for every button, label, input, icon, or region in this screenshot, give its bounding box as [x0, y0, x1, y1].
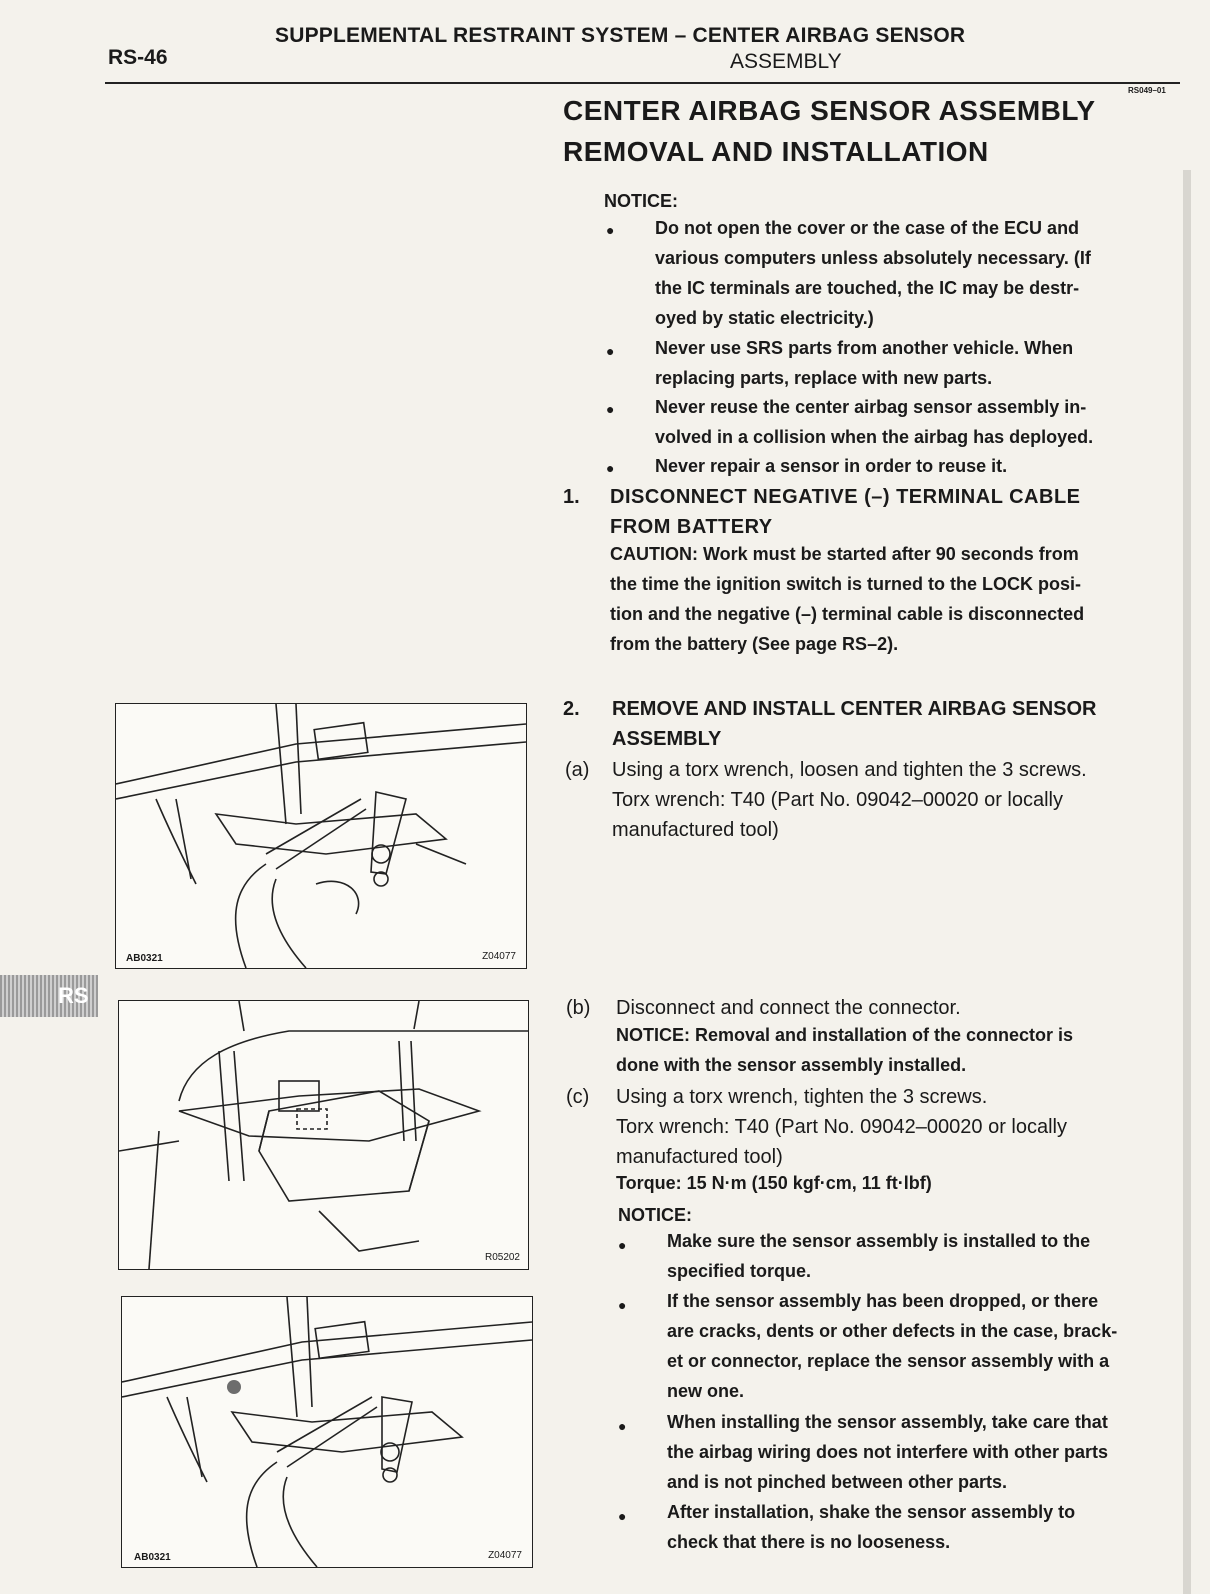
- figure-code-left: AB0321: [134, 1552, 171, 1563]
- step2c-notice-1: Make sure the sensor assembly is installed to the specified torque.: [667, 1231, 1091, 1281]
- bullet-icon: ●: [606, 343, 615, 359]
- figure-torx-wrench: [115, 703, 527, 969]
- bullet-icon: ●: [618, 1418, 627, 1434]
- bullet-icon: ●: [606, 222, 615, 238]
- page-code: RS-46: [108, 46, 168, 69]
- bullet-icon: ●: [618, 1508, 627, 1524]
- figure-code-right: R05202: [484, 1252, 520, 1263]
- grease-mark: [227, 1380, 241, 1394]
- figure-code-left: AB0321: [126, 953, 163, 964]
- torx-wrench-tighten-illustration: [122, 1297, 532, 1567]
- section-side-tab: RS: [0, 975, 98, 1017]
- page-edge-shadow: [1183, 170, 1191, 1594]
- step2a-label: (a): [565, 759, 590, 781]
- step1-number: 1.: [563, 486, 580, 508]
- header-rule: [105, 82, 1180, 84]
- step2b-text: Disconnect and connect the connector.: [616, 997, 961, 1019]
- figure-torx-wrench-tighten: [121, 1296, 533, 1568]
- figure-code-right: Z04077: [482, 951, 516, 962]
- notice-label: NOTICE:: [604, 191, 678, 211]
- step2c-notice-label: NOTICE:: [618, 1205, 692, 1225]
- figure-connector: [118, 1000, 529, 1270]
- bullet-icon: ●: [606, 460, 615, 476]
- step2c-text: Using a torx wrench, tighten the 3 screws. Torx wrench: T40 (Part No. 09042–00020 or locally manufactured tool): [616, 1086, 1067, 1168]
- notice-item-2: Never use SRS parts from another vehicle. When replacing parts, replace with new parts.: [655, 338, 1074, 388]
- reference-code: RS049–01: [1128, 86, 1166, 95]
- step2c-notice-3: When installing the sensor assembly, take care that the airbag wiring does not interfere with other parts and is not pinched between other parts.: [667, 1412, 1109, 1492]
- step2-number: 2.: [563, 698, 580, 720]
- step2b-label: (b): [566, 997, 591, 1019]
- bullet-icon: ●: [618, 1297, 627, 1313]
- torx-wrench-illustration: [116, 704, 526, 968]
- section-title-line1: CENTER AIRBAG SENSOR ASSEMBLY: [563, 95, 1096, 126]
- step1-title: DISCONNECT NEGATIVE (–) TERMINAL CABLE FROM BATTERY: [610, 486, 1081, 538]
- figure-code-right: Z04077: [488, 1550, 522, 1561]
- connector-illustration: [119, 1001, 528, 1269]
- notice-item-4: Never repair a sensor in order to reuse it.: [655, 456, 1008, 476]
- bullet-icon: ●: [618, 1237, 627, 1253]
- header-subtitle: ASSEMBLY: [730, 50, 842, 73]
- step2c-notice-4: After installation, shake the sensor assembly to check that there is no looseness.: [667, 1502, 1076, 1552]
- step2c-torque: Torque: 15 N·m (150 kgf·cm, 11 ft·lbf): [616, 1173, 932, 1193]
- notice-item-3: Never reuse the center airbag sensor assembly in- volved in a collision when the airbag has deployed.: [655, 397, 1094, 447]
- step1-caution: CAUTION: Work must be started after 90 seconds from the time the ignition switch is turned to the LOCK posi- tion and the negative (–) terminal cable is disconnected from the battery (See page RS–2).: [610, 544, 1085, 654]
- step2c-label: (c): [566, 1086, 590, 1108]
- section-title-line2: REMOVAL AND INSTALLATION: [563, 136, 989, 167]
- bullet-icon: ●: [606, 401, 615, 417]
- step2-title: REMOVE AND INSTALL CENTER AIRBAG SENSOR ASSEMBLY: [612, 698, 1097, 750]
- step2b-notice: NOTICE: Removal and installation of the connector is done with the sensor assembly installed.: [616, 1025, 1074, 1075]
- notice-item-1: Do not open the cover or the case of the ECU and various computers unless absolutely necessary. (If the IC terminals are touched, the IC may be destr- oyed by static electricity.): [655, 218, 1091, 328]
- step2c-notice-2: If the sensor assembly has been dropped, or there are cracks, dents or other defects in the case, brack- et or connector, replace the sensor assembly with a new one.: [667, 1291, 1118, 1401]
- header-title: SUPPLEMENTAL RESTRAINT SYSTEM – CENTER AIRBAG SENSOR: [275, 24, 966, 47]
- step2a-text: Using a torx wrench, loosen and tighten the 3 screws. Torx wrench: T40 (Part No. 09042–00020 or locally manufactured tool): [612, 759, 1087, 841]
